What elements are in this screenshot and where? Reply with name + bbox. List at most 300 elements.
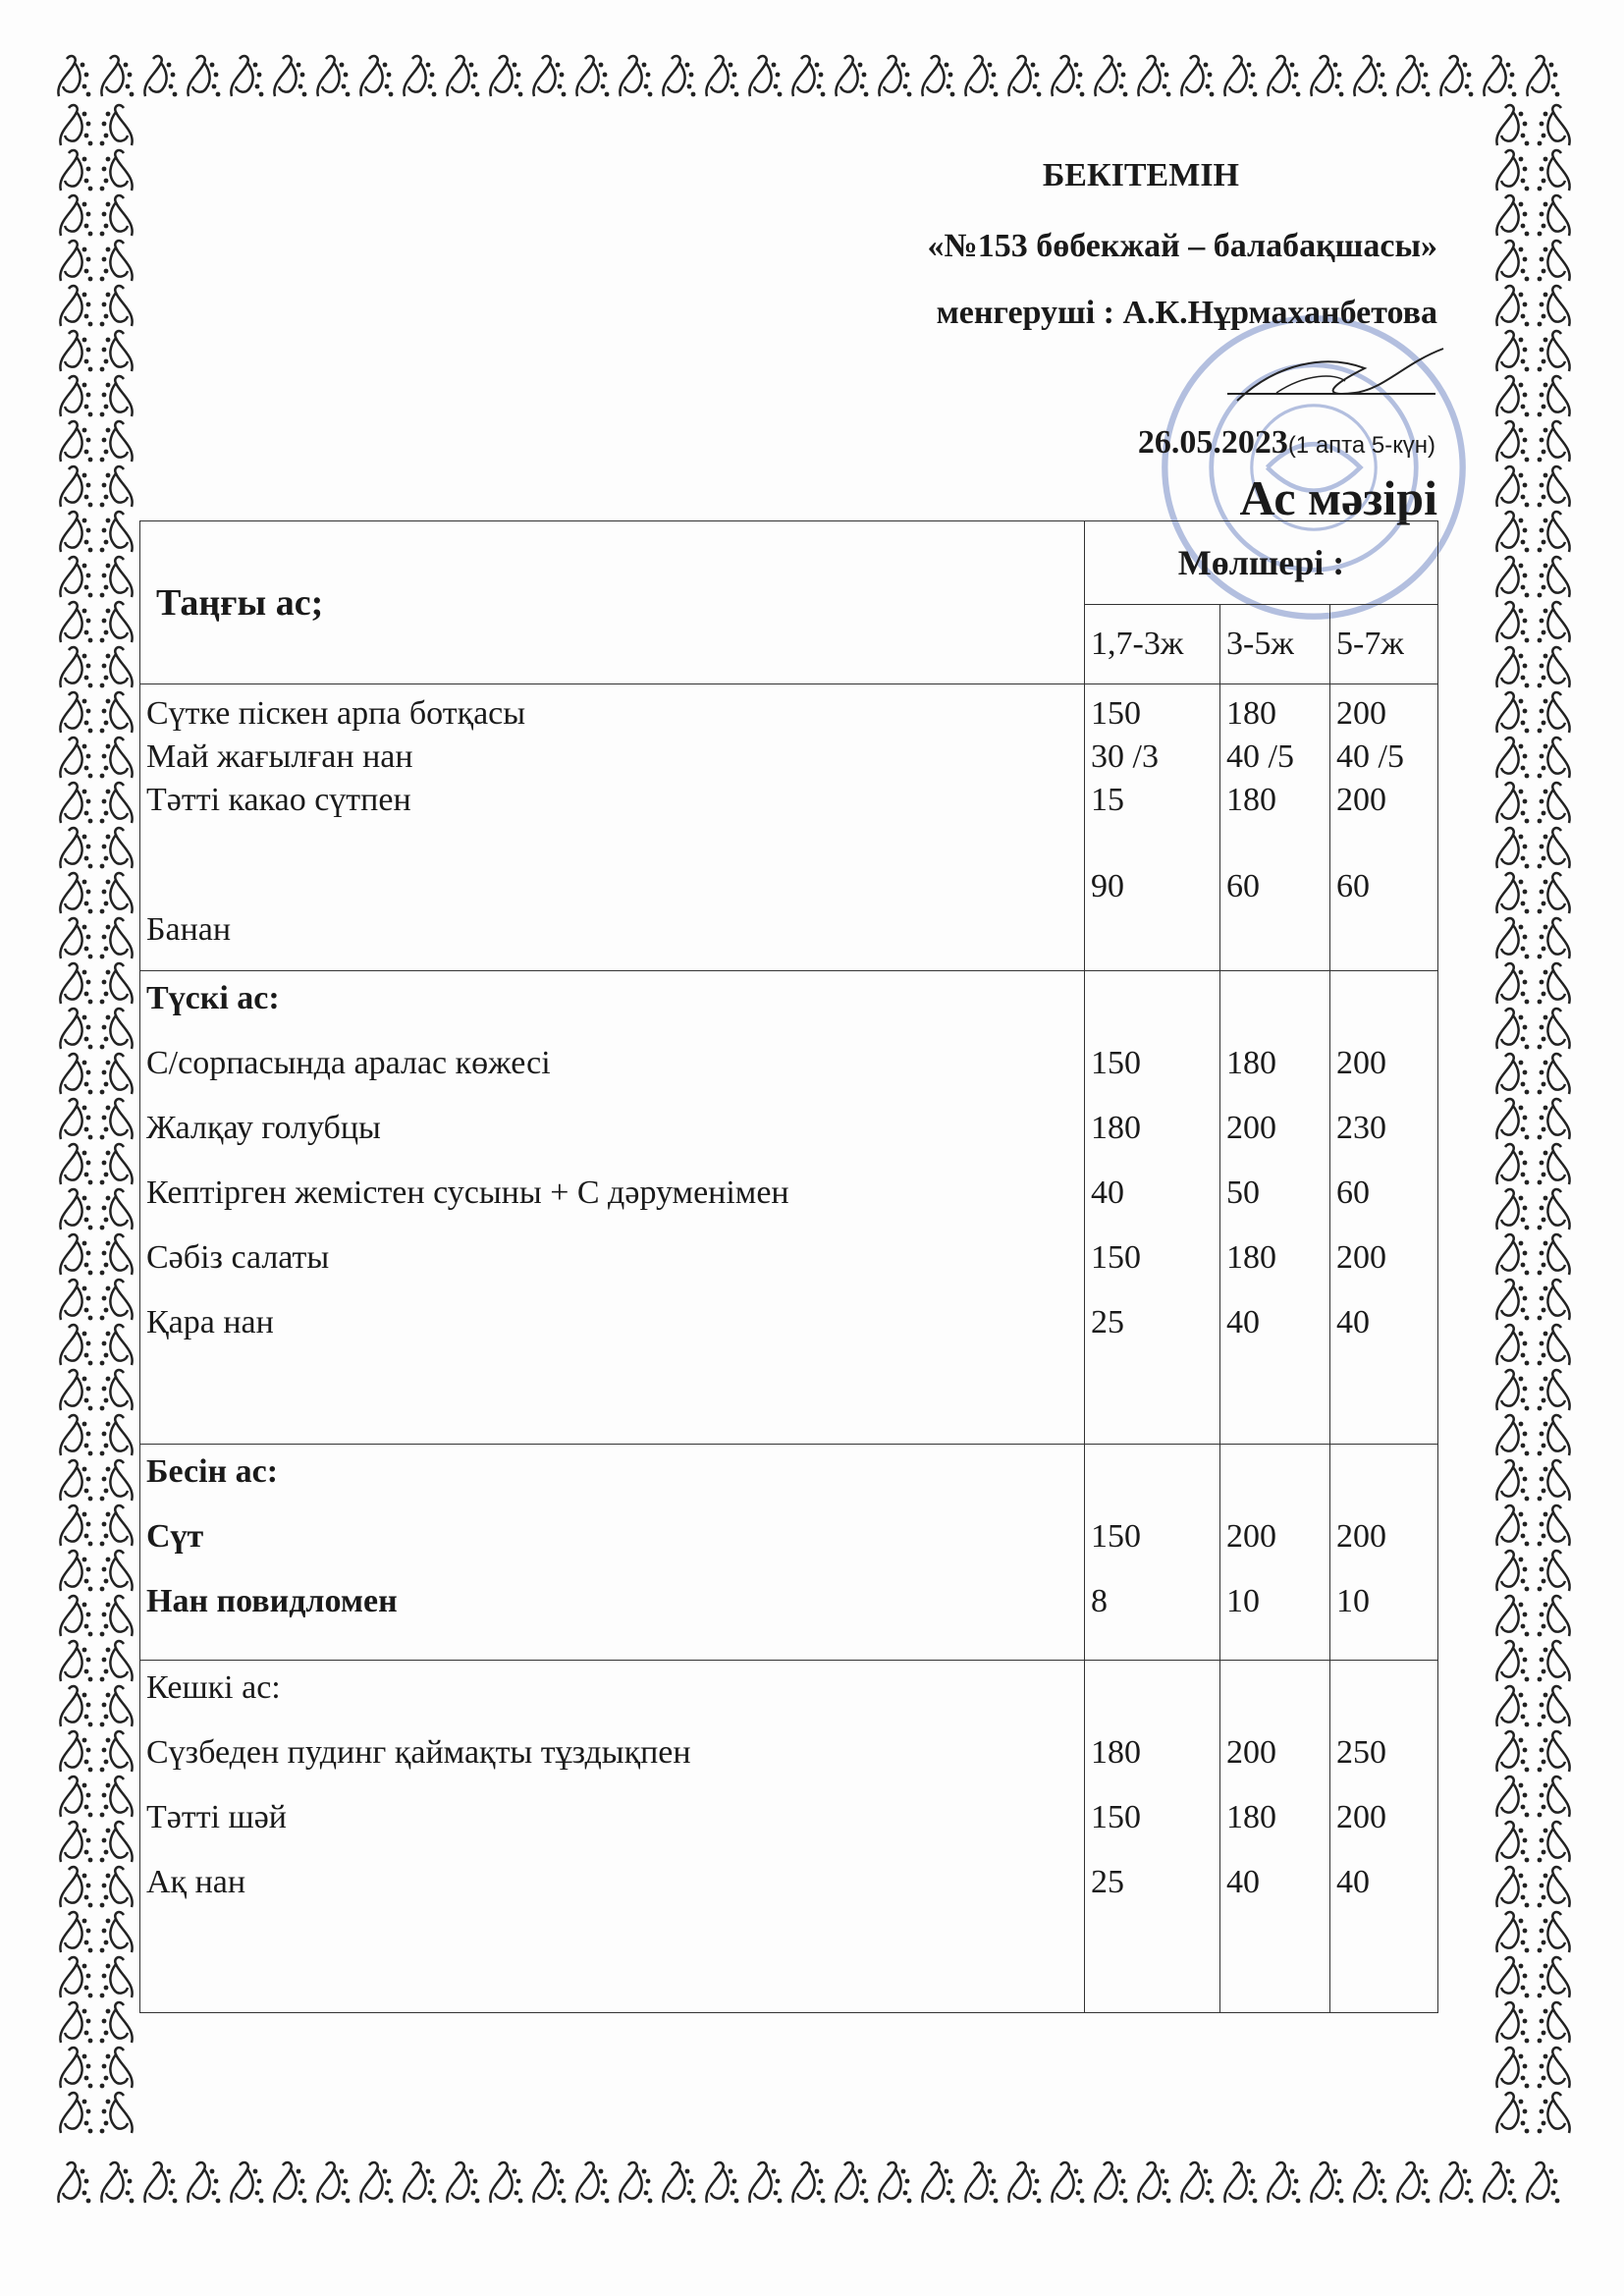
age-col-1: 1,7-3ж: [1085, 605, 1220, 684]
border-ornament: [60, 105, 92, 145]
border-ornament: [1008, 56, 1041, 96]
border-ornament: [1496, 1144, 1529, 1184]
qty: 230: [1336, 1110, 1386, 1146]
border-ornament: [879, 56, 911, 96]
border-ornament: [100, 376, 133, 416]
border-ornament: [60, 1957, 92, 1997]
lunch-label: Түскі ас:: [146, 980, 280, 1016]
border-ornament: [144, 2162, 177, 2203]
border-ornament: [1496, 376, 1529, 416]
border-ornament: [60, 1686, 92, 1726]
border-ornament: [1538, 1370, 1570, 1410]
border-ornament: [60, 1415, 92, 1455]
border-ornament: [60, 918, 92, 958]
qty: 25: [1091, 1304, 1124, 1340]
dinner-label: Кешкі ас:: [146, 1669, 281, 1706]
signature-line: [1227, 393, 1435, 395]
border-ornament: [1397, 2162, 1430, 2203]
border-ornament: [1538, 1415, 1570, 1455]
border-ornament: [663, 56, 695, 96]
border-ornament: [100, 602, 133, 642]
border-ornament: [1538, 1099, 1570, 1139]
border-ornament: [100, 1370, 133, 1410]
lunch-items: [140, 971, 1085, 1445]
border-ornament: [60, 1777, 92, 1817]
qty: 250: [1336, 1734, 1386, 1771]
qty: 180: [1226, 1239, 1276, 1276]
border-ornament: [1496, 873, 1529, 913]
border-ornament: [1354, 2162, 1386, 2203]
border-ornament: [100, 1867, 133, 1907]
border-ornament: [60, 1144, 92, 1184]
border-ornament: [60, 1867, 92, 1907]
border-ornament: [100, 331, 133, 371]
border-ornament: [447, 2162, 479, 2203]
signature-icon: [1218, 324, 1453, 422]
border-ornament: [1496, 195, 1529, 236]
border-ornament: [1538, 1144, 1570, 1184]
border-ornament: [100, 918, 133, 958]
snack-col2: [1220, 1445, 1330, 1661]
border-ornament: [1484, 56, 1516, 96]
border-ornament: [1496, 557, 1529, 597]
border-ornament: [317, 56, 350, 96]
dinner-col2: [1220, 1661, 1330, 2013]
border-ornament: [60, 466, 92, 507]
border-ornament: [100, 1686, 133, 1726]
border-ornament: [1008, 2162, 1041, 2203]
qty: 15: [1091, 782, 1124, 818]
border-ornament: [1538, 647, 1570, 687]
border-ornament: [836, 56, 868, 96]
border-ornament: [1538, 1325, 1570, 1365]
border-ornament: [1538, 105, 1570, 145]
border-ornament: [965, 56, 998, 96]
qty: 180: [1226, 1045, 1276, 1081]
border-ornament: [1538, 1234, 1570, 1275]
approval-date: 26.05.2023: [1137, 424, 1288, 461]
organization-name: «№153 бөбекжай – балабақшасы»: [927, 228, 1437, 264]
border-ornament: [1538, 1731, 1570, 1772]
border-ornament: [100, 1054, 133, 1094]
border-ornament: [1496, 1189, 1529, 1230]
date-line: [1138, 424, 1435, 462]
border-ornament: [60, 2002, 92, 2043]
snack-col1: [1085, 1445, 1220, 1661]
border-ornament: [100, 150, 133, 191]
border-ornament: [60, 1234, 92, 1275]
qty: 40: [1336, 1304, 1370, 1340]
border-ornament: [1440, 2162, 1473, 2203]
border-ornament: [1538, 1009, 1570, 1049]
border-ornament: [231, 2162, 263, 2203]
border-ornament: [792, 56, 825, 96]
border-ornament: [1052, 56, 1084, 96]
border-ornament: [620, 56, 652, 96]
border-ornament: [274, 2162, 306, 2203]
border-ornament: [60, 241, 92, 281]
border-ornament: [60, 647, 92, 687]
border-ornament: [1496, 2048, 1529, 2088]
border-ornament: [1538, 1822, 1570, 1862]
border-ornament: [1181, 56, 1214, 96]
list-item: Қара нан: [146, 1304, 274, 1340]
border-ornament: [60, 1551, 92, 1591]
border-ornament: [317, 2162, 350, 2203]
border-ornament: [1538, 963, 1570, 1004]
border-ornament: [1224, 2162, 1257, 2203]
border-ornament: [100, 1009, 133, 1049]
qty: 180: [1091, 1734, 1141, 1771]
border-ornament: [60, 376, 92, 416]
border-ornament: [1538, 1957, 1570, 1997]
border-ornament: [100, 1822, 133, 1862]
border-ornament: [1496, 738, 1529, 778]
border-ornament: [1496, 466, 1529, 507]
border-ornament: [1496, 1686, 1529, 1726]
border-ornament: [1538, 1460, 1570, 1501]
dinner-row: [140, 1661, 1438, 2013]
border-ornament: [1496, 1460, 1529, 1501]
border-ornament: [60, 963, 92, 1004]
qty: 10: [1336, 1583, 1370, 1619]
border-ornament: [1538, 195, 1570, 236]
border-ornament: [100, 783, 133, 823]
qty: 200: [1336, 1239, 1386, 1276]
lunch-col2: [1220, 971, 1330, 1445]
border-ornament: [100, 421, 133, 462]
qty: 40: [1091, 1175, 1124, 1211]
border-ornament: [60, 1505, 92, 1546]
border-ornament: [60, 557, 92, 597]
list-item: Сәбіз салаты: [146, 1239, 330, 1276]
border-ornament: [1538, 918, 1570, 958]
border-ornament: [100, 1415, 133, 1455]
border-ornament: [100, 1325, 133, 1365]
border-ornament: [60, 1641, 92, 1681]
border-ornament: [1538, 331, 1570, 371]
border-ornament: [1496, 421, 1529, 462]
border-ornament: [60, 150, 92, 191]
border-ornament: [274, 56, 306, 96]
qty: 150: [1091, 1045, 1141, 1081]
border-ornament: [100, 828, 133, 868]
menu-table: [139, 520, 1438, 2013]
border-ornament: [1538, 1551, 1570, 1591]
border-ornament: [490, 2162, 522, 2203]
border-ornament: [60, 1822, 92, 1862]
border-ornament: [100, 1596, 133, 1636]
border-ornament: [490, 56, 522, 96]
border-ornament: [1496, 1867, 1529, 1907]
qty: 150: [1091, 1518, 1141, 1555]
border-ornament: [100, 241, 133, 281]
border-ornament: [1311, 2162, 1343, 2203]
border-ornament: [1181, 2162, 1214, 2203]
border-ornament: [100, 466, 133, 507]
border-ornament: [1095, 56, 1127, 96]
border-ornament: [533, 2162, 566, 2203]
breakfast-col2: [1220, 684, 1330, 971]
border-ornament: [1268, 2162, 1300, 2203]
border-ornament: [879, 2162, 911, 2203]
border-ornament: [60, 1596, 92, 1636]
qty: 40 /5: [1336, 738, 1404, 775]
qty: 200: [1336, 1045, 1386, 1081]
qty: 200: [1336, 695, 1386, 732]
border-ornament: [58, 56, 90, 96]
snack-row: [140, 1445, 1438, 1661]
border-ornament: [100, 963, 133, 1004]
head-name: менгеруші : А.К.Нұрмаханбетова: [936, 295, 1437, 331]
border-ornament: [1268, 56, 1300, 96]
border-ornament: [1538, 1912, 1570, 1952]
border-ornament: [1095, 2162, 1127, 2203]
border-ornament: [100, 692, 133, 733]
border-ornament: [60, 421, 92, 462]
border-ornament: [836, 2162, 868, 2203]
border-ornament: [60, 783, 92, 823]
border-ornament: [1496, 1912, 1529, 1952]
border-ornament: [60, 738, 92, 778]
border-ornament: [1496, 963, 1529, 1004]
list-item: Ақ нан: [146, 1864, 246, 1900]
qty: 8: [1091, 1583, 1108, 1619]
border-ornament: [922, 56, 954, 96]
border-ornament: [60, 1054, 92, 1094]
qty: 180: [1091, 1110, 1141, 1146]
list-item: Май жағылған нан: [146, 738, 413, 775]
border-ornament: [576, 2162, 609, 2203]
border-ornament: [1496, 150, 1529, 191]
border-ornament: [60, 2048, 92, 2088]
snack-col3: [1330, 1445, 1438, 1661]
border-ornament: [60, 1099, 92, 1139]
border-ornament: [100, 557, 133, 597]
dinner-items: [140, 1661, 1085, 2013]
qty: 200: [1226, 1518, 1276, 1555]
border-ornament: [965, 2162, 998, 2203]
border-ornament: [1538, 1596, 1570, 1636]
border-ornament: [100, 1234, 133, 1275]
border-ornament: [1354, 56, 1386, 96]
qty: 150: [1091, 1239, 1141, 1276]
border-ornament: [1538, 286, 1570, 326]
border-ornament: [100, 1280, 133, 1320]
border-ornament: [1538, 1686, 1570, 1726]
border-ornament: [100, 1777, 133, 1817]
age-col-3: 5-7ж: [1330, 605, 1438, 684]
qty: 30 /3: [1091, 738, 1159, 775]
qty: 200: [1336, 782, 1386, 818]
border-ornament: [1538, 1054, 1570, 1094]
border-ornament: [144, 56, 177, 96]
quantity-header: Мөлшері :: [1085, 521, 1438, 605]
border-ornament: [1538, 2048, 1570, 2088]
border-ornament: [1538, 241, 1570, 281]
breakfast-col3: [1330, 684, 1438, 971]
border-ornament: [60, 512, 92, 552]
border-ornament: [1496, 1777, 1529, 1817]
breakfast-col1: [1085, 684, 1220, 971]
border-ornament: [100, 1912, 133, 1952]
border-ornament: [1496, 647, 1529, 687]
border-ornament: [60, 1912, 92, 1952]
border-ornament: [100, 1189, 133, 1230]
border-ornament: [60, 195, 92, 236]
breakfast-label: Таңғы ас;: [140, 521, 1085, 684]
border-ornament: [1538, 1280, 1570, 1320]
lunch-col1: [1085, 971, 1220, 1445]
border-ornament: [1496, 1415, 1529, 1455]
qty: 40 /5: [1226, 738, 1294, 775]
border-ornament: [1496, 1234, 1529, 1275]
border-ornament: [576, 56, 609, 96]
qty: 180: [1226, 695, 1276, 732]
border-ornament: [1538, 2093, 1570, 2133]
border-ornament: [1538, 466, 1570, 507]
breakfast-row: [140, 684, 1438, 971]
border-ornament: [1496, 692, 1529, 733]
qty: 150: [1091, 1799, 1141, 1835]
border-ornament: [1496, 1370, 1529, 1410]
border-ornament: [533, 56, 566, 96]
list-item: Жалқау голубцы: [146, 1110, 381, 1146]
border-ornament: [1496, 1822, 1529, 1862]
border-ornament: [404, 2162, 436, 2203]
list-item: Сүтке піскен арпа ботқасы: [146, 695, 526, 732]
border-ornament: [1138, 2162, 1170, 2203]
border-ornament: [100, 1144, 133, 1184]
snack-items: [140, 1445, 1085, 1661]
approval-title: БЕКІТЕМІН: [1042, 157, 1239, 193]
border-ornament: [60, 1460, 92, 1501]
border-ornament: [620, 2162, 652, 2203]
border-ornament: [60, 2093, 92, 2133]
border-ornament: [60, 286, 92, 326]
border-ornament: [1397, 56, 1430, 96]
border-ornament: [1538, 1641, 1570, 1681]
border-ornament: [1538, 1189, 1570, 1230]
border-ornament: [100, 512, 133, 552]
border-ornament: [100, 286, 133, 326]
border-ornament: [1496, 1957, 1529, 1997]
border-ornament: [100, 1551, 133, 1591]
border-ornament: [1496, 2002, 1529, 2043]
border-ornament: [360, 56, 393, 96]
border-ornament: [100, 1505, 133, 1546]
border-ornament: [100, 1460, 133, 1501]
border-ornament: [60, 1189, 92, 1230]
list-item: Сүзбеден пудинг қаймақты тұздықпен: [146, 1734, 691, 1771]
qty: 60: [1226, 868, 1260, 904]
list-item: Сүт: [146, 1518, 204, 1555]
border-ornament: [1538, 512, 1570, 552]
border-ornament: [1496, 1054, 1529, 1094]
border-ornament: [1538, 873, 1570, 913]
border-ornament: [1538, 1777, 1570, 1817]
border-ornament: [1538, 2002, 1570, 2043]
qty: 200: [1226, 1734, 1276, 1771]
qty: 50: [1226, 1175, 1260, 1211]
qty: 40: [1336, 1864, 1370, 1900]
border-ornament: [1496, 331, 1529, 371]
qty: 200: [1336, 1799, 1386, 1835]
border-ornament: [706, 56, 738, 96]
border-ornament: [60, 873, 92, 913]
border-ornament: [1052, 2162, 1084, 2203]
border-ornament: [1538, 376, 1570, 416]
dinner-col1: [1085, 1661, 1220, 2013]
border-ornament: [1496, 512, 1529, 552]
border-ornament: [1496, 1551, 1529, 1591]
border-ornament: [60, 1009, 92, 1049]
list-item: С/сорпасында аралас көжесі: [146, 1045, 551, 1081]
border-ornament: [360, 2162, 393, 2203]
border-ornament: [60, 1325, 92, 1365]
border-ornament: [1527, 2162, 1559, 2203]
border-ornament: [1538, 828, 1570, 868]
border-ornament: [58, 2162, 90, 2203]
border-ornament: [1538, 1505, 1570, 1546]
breakfast-items: [140, 684, 1085, 971]
border-ornament: [100, 2048, 133, 2088]
border-ornament: [1138, 56, 1170, 96]
border-ornament: [1311, 56, 1343, 96]
border-ornament: [1496, 1280, 1529, 1320]
border-ornament: [188, 2162, 220, 2203]
border-ornament: [100, 873, 133, 913]
border-ornament: [1496, 1731, 1529, 1772]
border-ornament: [100, 2093, 133, 2133]
list-item: Тәтті шәй: [146, 1799, 287, 1835]
border-ornament: [1496, 286, 1529, 326]
border-ornament: [1538, 150, 1570, 191]
qty: 180: [1226, 1799, 1276, 1835]
qty: 200: [1226, 1110, 1276, 1146]
lunch-col3: [1330, 971, 1438, 1445]
qty: 60: [1336, 868, 1370, 904]
qty: 25: [1091, 1864, 1124, 1900]
border-ornament: [60, 828, 92, 868]
border-ornament: [749, 56, 782, 96]
border-ornament: [100, 195, 133, 236]
qty: 150: [1091, 695, 1141, 732]
border-ornament: [60, 331, 92, 371]
border-ornament: [447, 56, 479, 96]
border-ornament: [100, 1731, 133, 1772]
border-ornament: [100, 1957, 133, 1997]
qty: 40: [1226, 1304, 1260, 1340]
border-ornament: [1538, 1867, 1570, 1907]
border-ornament: [100, 738, 133, 778]
border-ornament: [706, 2162, 738, 2203]
week-note: (1 апта 5-күн): [1287, 432, 1435, 459]
border-ornament: [1496, 1596, 1529, 1636]
border-ornament: [1496, 241, 1529, 281]
border-ornament: [749, 2162, 782, 2203]
list-item: Кептірген жемістен сусыны + С дәруменімен: [146, 1175, 789, 1211]
border-ornament: [1496, 918, 1529, 958]
qty: 10: [1226, 1583, 1260, 1619]
border-ornament: [60, 692, 92, 733]
border-ornament: [1496, 2093, 1529, 2133]
border-ornament: [1538, 783, 1570, 823]
border-ornament: [1496, 602, 1529, 642]
border-ornament: [101, 2162, 134, 2203]
border-ornament: [1496, 1099, 1529, 1139]
qty: 180: [1226, 782, 1276, 818]
